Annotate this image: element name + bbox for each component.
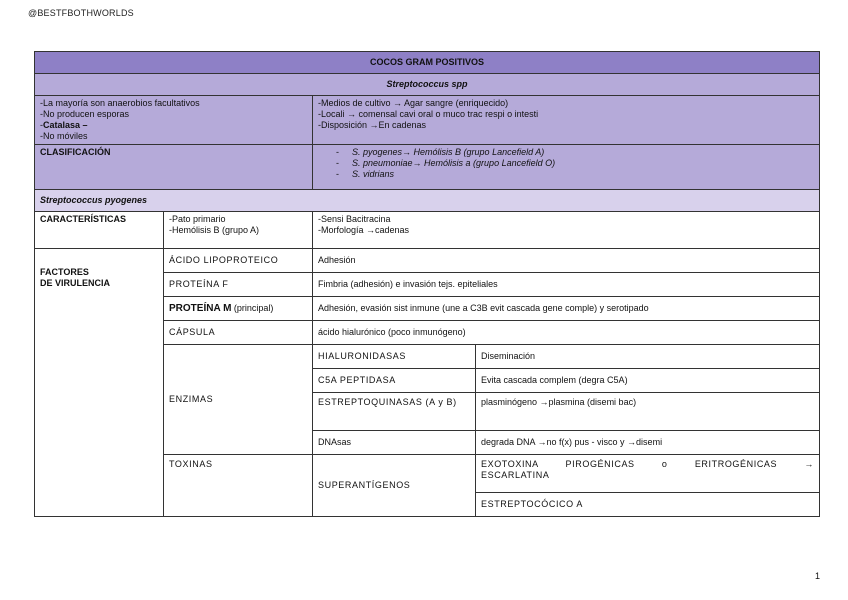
factor-name: ÁCIDO LIPOPROTEICO <box>164 249 313 273</box>
factor-desc: ácido hialurónico (poco inmunógeno) <box>313 321 820 345</box>
list-item: - S. vidrians <box>352 169 814 180</box>
general-line: -Medios de cultivo → Agar sangre (enriquecido) <box>318 98 509 108</box>
toxin-desc <box>476 455 820 493</box>
caracteristica: -Morfología →cadenas <box>318 225 410 235</box>
page-number: 1 <box>815 571 821 581</box>
species-heading: Streptococcus pyogenes <box>35 190 820 212</box>
watermark: @BESTFBOTHWORLDS <box>28 8 134 18</box>
factor-desc: Adhesión, evasión sist inmune (une a C3B evit cascada gene comple) y serotipado <box>313 297 820 321</box>
general-line: -Disposición →En cadenas <box>318 120 427 130</box>
toxin-line: EXOTOXINA PIROGÉNICAS o ERITROGÉNICAS → <box>481 459 815 469</box>
general-line: -La mayoría son anaerobios facultativos <box>40 98 200 108</box>
general-line: -No móviles <box>40 131 88 141</box>
caracteristica: -Pato primario <box>169 214 226 224</box>
toxinas-label: TOXINAS <box>164 455 313 517</box>
list-item: - S. pyogenes→ Hemólisis B (grupo Lancefield A) <box>352 147 814 158</box>
enzyme-desc: plasminógeno →plasmina (disemi bac) <box>476 393 820 431</box>
general-left <box>35 96 313 145</box>
enzyme-desc: degrada DNA →no f(x) pus - visco y →disemi <box>476 431 820 455</box>
enzyme-name: C5A PEPTIDASA <box>313 369 476 393</box>
factor-name: CÁPSULA <box>164 321 313 345</box>
enzyme-desc: Diseminación <box>476 345 820 369</box>
main-table <box>34 51 820 517</box>
toxin-desc: ESTREPTOCÓCICO A <box>476 493 820 517</box>
superantigenos-label: SUPERANTÍGENOS <box>313 455 476 517</box>
factor-name: PROTEÍNA F <box>164 273 313 297</box>
general-line: -Locali → comensal cavi oral o muco trac respi o intesti <box>318 109 539 119</box>
clasificacion-label: CLASIFICACIÓN <box>35 145 313 190</box>
clasificacion-list <box>313 145 820 190</box>
general-line: -No producen esporas <box>40 109 130 119</box>
toxin-line: ESCARLATINA <box>481 470 550 480</box>
caracteristicas-col1 <box>164 212 313 249</box>
caracteristicas-col2 <box>313 212 820 249</box>
factor-desc: Adhesión <box>313 249 820 273</box>
factor-name: PROTEÍNA M (principal) <box>164 297 313 321</box>
caracteristicas-label: CARACTERÍSTICAS <box>35 212 164 249</box>
enzyme-name: ESTREPTOQUINASAS (A y B) <box>313 393 476 431</box>
general-line: -Catalasa – <box>40 120 88 130</box>
general-right <box>313 96 820 145</box>
catalasa-label: Catalasa – <box>43 120 88 130</box>
virulencia-label: FACTORES DE VIRULENCIA <box>35 249 164 517</box>
factor-desc: Fimbria (adhesión) e invasión tejs. epiteliales <box>313 273 820 297</box>
enzyme-name: HIALURONIDASAS <box>313 345 476 369</box>
caracteristica: -Sensi Bacitracina <box>318 214 391 224</box>
enzimas-label: ENZIMAS <box>164 345 313 455</box>
enzyme-desc: Evita cascada complem (degra C5A) <box>476 369 820 393</box>
genus-heading: Streptococcus spp <box>35 74 820 96</box>
list-item: - S. pneumoniae→ Hemólisis a (grupo Lancefield O) <box>352 158 814 169</box>
caracteristica: -Hemólisis B (grupo A) <box>169 225 260 235</box>
table-title: COCOS GRAM POSITIVOS <box>35 52 820 74</box>
enzyme-name: DNAsas <box>313 431 476 455</box>
